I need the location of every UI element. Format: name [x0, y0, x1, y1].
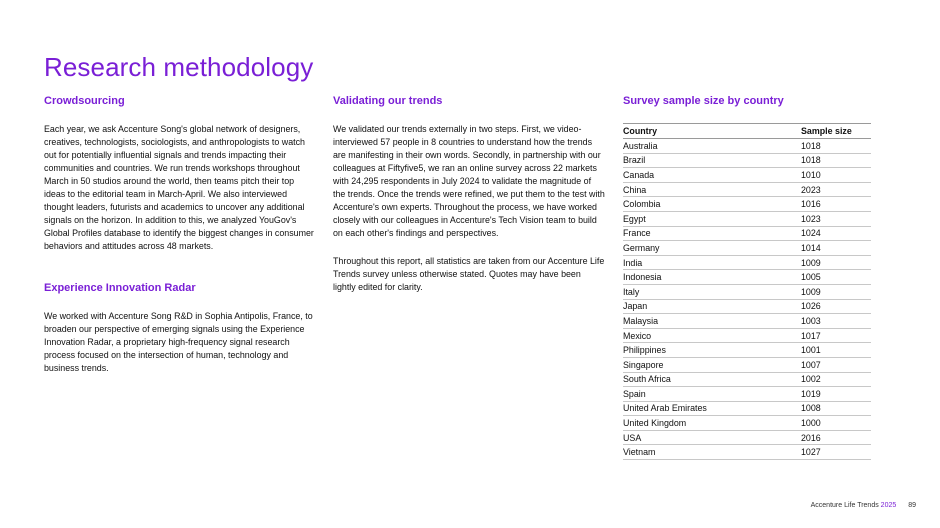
- experience-radar-text: We worked with Accenture Song R&D in Sophia Antipolis, France, to broaden our perspective of emerging signals using the Experience Innovation Radar, a proprietary high-frequency signal research process focused on the intersection of human, technology and business trends.: [44, 311, 313, 373]
- country-cell: Indonesia: [623, 270, 801, 285]
- page-number: 89: [908, 502, 916, 509]
- country-cell: United Kingdom: [623, 416, 801, 431]
- validating-text-2: Throughout this report, all statistics are taken from our Accenture Life Trends survey unless otherwise stated. Quotes may have been lightly edited for clarity.: [333, 256, 605, 292]
- table-row: [623, 314, 871, 329]
- table-row: [623, 357, 871, 372]
- sample-size-cell: 1016: [801, 197, 871, 212]
- sample-size-cell: 1019: [801, 387, 871, 402]
- table-row: [623, 401, 871, 416]
- sample-size-cell: 1018: [801, 139, 871, 154]
- table-row: [623, 153, 871, 168]
- country-cell: Malaysia: [623, 314, 801, 329]
- country-cell: France: [623, 226, 801, 241]
- validating-heading: Validating our trends: [333, 95, 443, 107]
- footer-publication: Accenture Life Trends: [810, 502, 879, 509]
- footer-year: 2025: [880, 502, 897, 509]
- country-cell: Japan: [623, 299, 801, 314]
- table-row: [623, 328, 871, 343]
- column-header-sample-size: Sample size: [801, 124, 871, 139]
- country-cell: Vietnam: [623, 445, 801, 460]
- table-row: [623, 241, 871, 256]
- country-cell: Singapore: [623, 357, 801, 372]
- sample-size-cell: 1005: [801, 270, 871, 285]
- table-row: [623, 430, 871, 445]
- table-row: [623, 387, 871, 402]
- page-footer: [811, 502, 916, 509]
- sample-size-cell: 2016: [801, 430, 871, 445]
- column-header-country: Country: [623, 124, 801, 139]
- sample-size-cell: 1001: [801, 343, 871, 358]
- country-cell: Italy: [623, 284, 801, 299]
- right-column: [623, 95, 871, 460]
- crowdsourcing-text: Each year, we ask Accenture Song's global network of designers, creatives, technologists, sociologists, and anthropologists to watch out for potentially influential signals and trends impacting their communities and countries. We run trends workshops throughout March in 50 studios around the world, then teams pitch their top ideas to the editorial team in March-April. We also interviewed thought leaders, futurists and academics to uncover any additional signals on the horizon. In addition to this, we analyzed YouGov's Global Profiles database to identify the biggest changes in consumer behaviors and attitudes across 48 markets.: [44, 124, 314, 251]
- table-row: [623, 226, 871, 241]
- sample-size-cell: 1007: [801, 357, 871, 372]
- middle-column: [333, 95, 605, 294]
- sample-size-cell: 1008: [801, 401, 871, 416]
- page-title: Research methodology: [44, 52, 314, 82]
- table-row: [623, 445, 871, 460]
- crowdsourcing-heading: Crowdsourcing: [44, 95, 125, 107]
- country-cell: USA: [623, 430, 801, 445]
- country-cell: Brazil: [623, 153, 801, 168]
- sample-size-cell: 1018: [801, 153, 871, 168]
- validating-text-1: We validated our trends externally in two steps. First, we video-interviewed 57 people in 8 countries to understand how the trends are manifesting in their own words. Secondly, in partnership with our colleagues at Fiftyfive5, we ran an online survey across 22 markets with 24,295 respondents in July 2024 to validate the magnitude of the trends. Once the trends were refined, we put them to the test with Accenture's own experts. Throughout the process, we have worked closely with our colleagues in Accenture's Tech Vision team to build on each other's findings and perspectives.: [333, 124, 605, 238]
- experience-radar-heading: Experience Innovation Radar: [44, 282, 196, 294]
- table-row: [623, 197, 871, 212]
- sample-size-cell: 1010: [801, 168, 871, 183]
- sample-size-cell: 1009: [801, 255, 871, 270]
- table-row: [623, 372, 871, 387]
- sample-size-cell: 1026: [801, 299, 871, 314]
- country-cell: Germany: [623, 241, 801, 256]
- country-cell: Philippines: [623, 343, 801, 358]
- country-cell: Mexico: [623, 328, 801, 343]
- table-row: [623, 168, 871, 183]
- country-cell: India: [623, 255, 801, 270]
- table-row: [623, 284, 871, 299]
- country-cell: South Africa: [623, 372, 801, 387]
- country-cell: China: [623, 182, 801, 197]
- sample-size-cell: 1009: [801, 284, 871, 299]
- sample-size-cell: 1000: [801, 416, 871, 431]
- sample-size-cell: 1017: [801, 328, 871, 343]
- table-row: [623, 255, 871, 270]
- country-cell: Colombia: [623, 197, 801, 212]
- sample-size-table: [623, 123, 871, 460]
- table-row: [623, 270, 871, 285]
- table-header-row: [623, 124, 871, 139]
- sample-size-cell: 2023: [801, 182, 871, 197]
- sample-size-cell: 1002: [801, 372, 871, 387]
- sample-size-cell: 1014: [801, 241, 871, 256]
- country-cell: Australia: [623, 139, 801, 154]
- sample-size-cell: 1003: [801, 314, 871, 329]
- table-row: [623, 139, 871, 154]
- country-cell: Spain: [623, 387, 801, 402]
- table-row: [623, 211, 871, 226]
- table-row: [623, 299, 871, 314]
- country-cell: Canada: [623, 168, 801, 183]
- country-cell: Egypt: [623, 211, 801, 226]
- table-row: [623, 416, 871, 431]
- table-row: [623, 343, 871, 358]
- sample-size-cell: 1027: [801, 445, 871, 460]
- table-row: [623, 182, 871, 197]
- country-cell: United Arab Emirates: [623, 401, 801, 416]
- sample-size-cell: 1023: [801, 211, 871, 226]
- left-column: [44, 95, 316, 375]
- sample-size-cell: 1024: [801, 226, 871, 241]
- survey-heading: Survey sample size by country: [623, 95, 784, 107]
